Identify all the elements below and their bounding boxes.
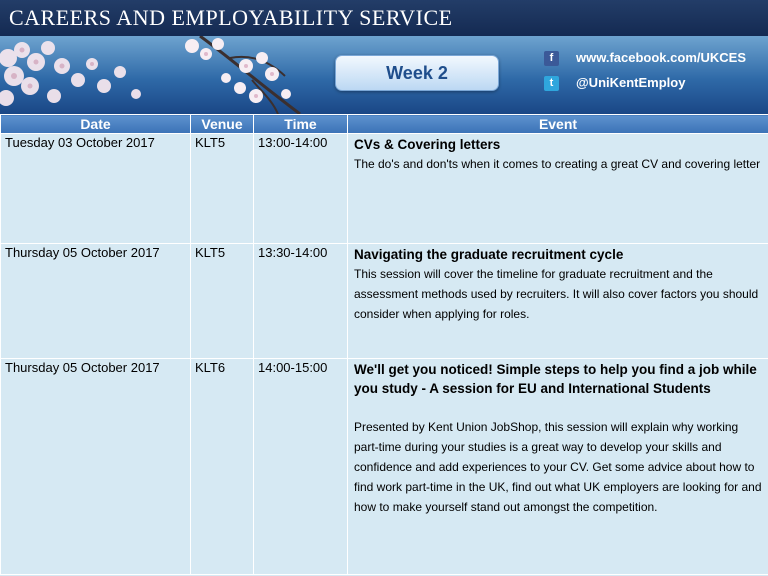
event-description (354, 154, 762, 174)
facebook-icon: f (544, 51, 559, 66)
row-date: Thursday 05 October 2017 (1, 244, 191, 359)
row-event (348, 244, 768, 359)
row-venue: KLT6 (191, 359, 254, 575)
event-title: We'll get you noticed! Simple steps to help you find a job while you study - A session for EU and International Students (354, 362, 757, 396)
column-header-time: Time (254, 115, 348, 134)
table-row (1, 359, 768, 575)
column-header-date: Date (1, 115, 191, 134)
twitter-handle: @UniKentEmploy (576, 75, 686, 90)
row-venue: KLT5 (191, 244, 254, 359)
event-title: Navigating the graduate recruitment cycle (354, 247, 624, 262)
schedule-table (0, 114, 768, 575)
table-row (1, 134, 768, 244)
twitter-icon: t (544, 76, 559, 91)
event-description (354, 264, 762, 324)
column-header-venue: Venue (191, 115, 254, 134)
event-description-paragraph: Presented by Kent Union JobShop, this session will explain why working part-time during your studies is a great way to develop your skills and confidence and add experiences to your CV. Get some advice about how to find work part-time in the UK, find out what UK employers are looking for and how to make yourself stand out amongst the competition. (354, 420, 762, 514)
row-date: Thursday 05 October 2017 (1, 359, 191, 575)
event-description (354, 417, 762, 517)
title-bar (0, 0, 768, 36)
week-label: Week 2 (335, 55, 499, 91)
row-time: 14:00-15:00 (254, 359, 348, 575)
row-time: 13:30-14:00 (254, 244, 348, 359)
event-description-paragraph: This session will cover the timeline for graduate recruitment and the assessment methods used by recruiters. It will also cover factors you should consider when applying for roles. (354, 267, 759, 321)
row-venue: KLT5 (191, 134, 254, 244)
row-date: Tuesday 03 October 2017 (1, 134, 191, 244)
table-row (1, 244, 768, 359)
table-header-row (1, 115, 768, 134)
event-title: CVs & Covering letters (354, 137, 501, 152)
row-event (348, 134, 768, 244)
column-header-event: Event (348, 115, 768, 134)
service-title: CAREERS AND EMPLOYABILITY SERVICE (9, 5, 453, 30)
banner (0, 36, 768, 114)
event-description-paragraph: The do's and don'ts when it comes to creating a great CV and covering letter (354, 157, 761, 171)
row-event (348, 359, 768, 575)
facebook-url: www.facebook.com/UKCES (576, 50, 746, 65)
row-time: 13:00-14:00 (254, 134, 348, 244)
